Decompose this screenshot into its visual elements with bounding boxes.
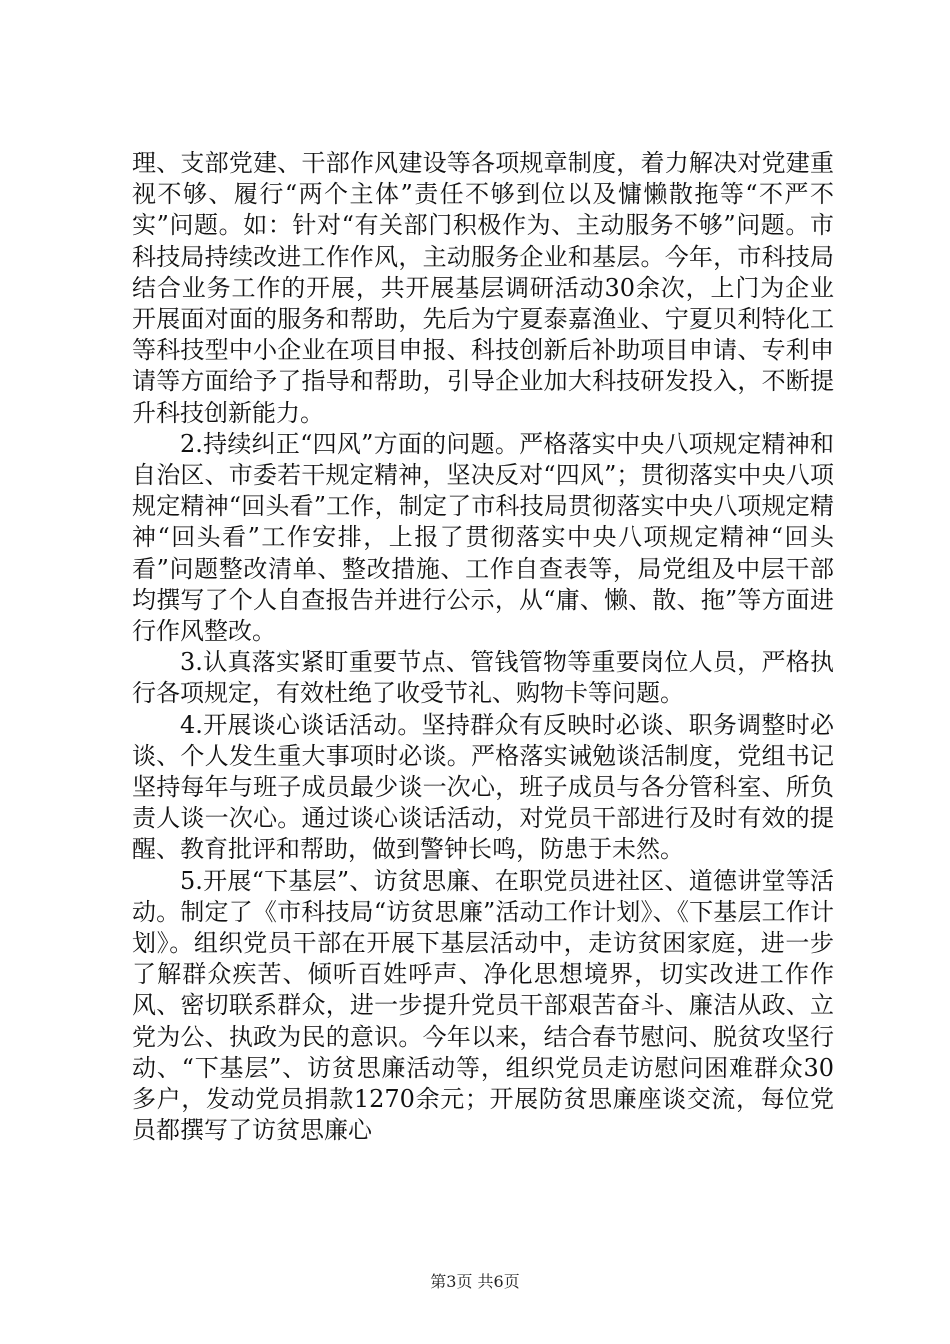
paragraph-item-5: 5.开展“下基层”、访贫思廉、在职党员进社区、道德讲堂等活动。制定了《市科技局“访贫思廉”活动工作计划》、《下基层工作计划》。组织党员干部在开展下基层活动中，走访贫困家庭，进一步了解群众疾苦、倾听百姓呼声、净化思想境界，切实改进工作作风、密切联系群众，进一步提升党员干部艰苦奋斗、廉洁从政、立党为公、执政为民的意识。今年以来，结合春节慰问、脱贫攻坚行动、“下基层”、访贫思廉活动等，组织党员走访慰问困难群众30多户，发动党员捐款1270余元；开展防贫思廉座谈交流，每位党员都撰写了访贫思廉心 (132, 866, 834, 1145)
paragraph-item-2: 2.持续纠正“四风”方面的问题。严格落实中央八项规定精神和自治区、市委若干规定精神，坚决反对“四风”；贯彻落实中央八项规定精神“回头看”工作，制定了市科技局贯彻落实中央八项规定精神“回头看”工作安排，上报了贯彻落实中央八项规定精神“回头看”问题整改清单、整改措施、工作自查表等，局党组及中层干部均撰写了个人自查报告并进行公示，从“庸、懒、散、拖”等方面进行作风整改。 (132, 429, 834, 646)
paragraph-item-4: 4.开展谈心谈话活动。坚持群众有反映时必谈、职务调整时必谈、个人发生重大事项时必谈。严格落实诫勉谈活制度，党组书记坚持每年与班子成员最少谈一次心，班子成员与各分管科室、所负责人谈一次心。通过谈心谈话活动，对党员干部进行及时有效的提醒、教育批评和帮助，做到警钟长鸣，防患于未然。 (132, 710, 834, 864)
page-number-footer: 第3页 共6页 (430, 1272, 520, 1291)
document-body (132, 148, 834, 1147)
paragraph-item-3: 3.认真落实紧盯重要节点、管钱管物等重要岗位人员，严格执行各项规定，有效杜绝了收受节礼、购物卡等问题。 (132, 648, 834, 708)
paragraph-continuation: 理、支部党建、干部作风建设等各项规章制度，着力解决对党建重视不够、履行“两个主体”责任不够到位以及慵懒散拖等“不严不实”问题。如：针对“有关部门积极作为、主动服务不够”问题。市科技局持续改进工作作风，主动服务企业和基层。今年，市科技局结合业务工作的开展，共开展基层调研活动30余次，上门为企业开展面对面的服务和帮助，先后为宁夏泰嘉渔业、宁夏贝利特化工等科技型中小企业在项目申报、科技创新后补助项目申请、专利申请等方面给予了指导和帮助，引导企业加大科技研发投入，不断提升科技创新能力。 (132, 149, 834, 427)
